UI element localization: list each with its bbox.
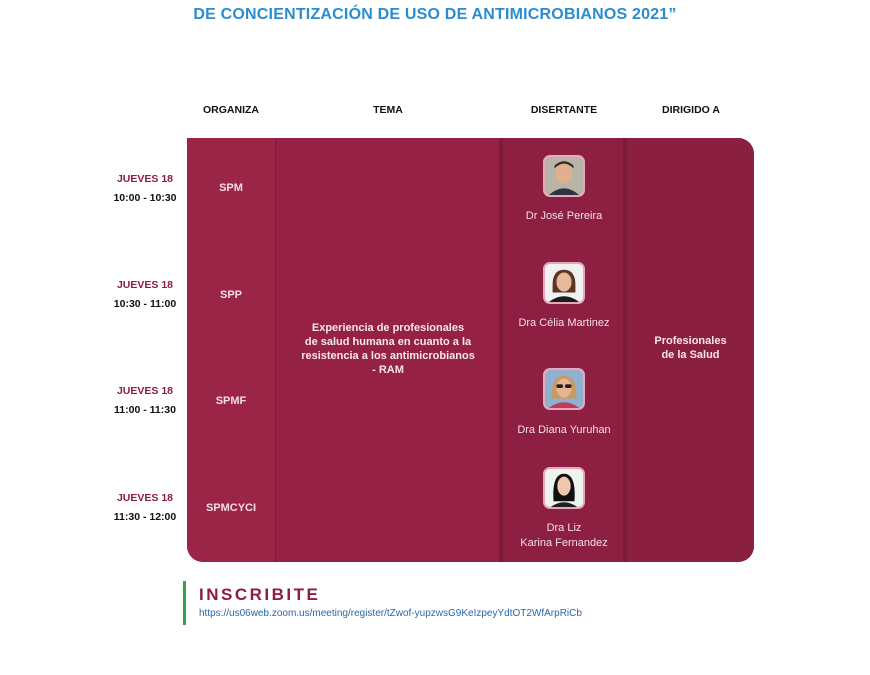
tema-line: resistencia a los antimicrobianos xyxy=(301,350,475,362)
column-organiza xyxy=(187,138,275,562)
org-label: SPM xyxy=(219,182,243,194)
header-dirigido: DIRIGIDO A xyxy=(662,104,720,116)
dirigido-line: Profesionales xyxy=(654,335,727,347)
org-label: SPMCYCI xyxy=(205,502,257,514)
header-tema: TEMA xyxy=(373,104,403,116)
session-day: JUEVES 18 xyxy=(116,385,174,397)
accent-bar xyxy=(183,581,186,625)
dirigido-line: de la Salud xyxy=(661,349,720,361)
speaker-name-line: Dra Liz xyxy=(546,522,582,534)
speaker-name-line: Karina Fernandez xyxy=(520,537,608,549)
speaker-name xyxy=(503,521,625,551)
session-time-2 xyxy=(100,276,190,314)
speaker-name: Dr José Pereira xyxy=(525,210,603,222)
speaker-name: Dra Célia Martinez xyxy=(518,317,610,329)
session-day: JUEVES 18 xyxy=(116,492,174,504)
header-disertante: DISERTANTE xyxy=(530,104,598,116)
schedule-table xyxy=(187,138,754,562)
register-heading: INSCRIBITE xyxy=(199,585,321,604)
session-time: 11:00 - 11:30 xyxy=(114,404,176,416)
speaker-photo-man xyxy=(543,155,585,197)
session-day: JUEVES 18 xyxy=(116,173,174,185)
register-link[interactable]: https://us06web.zoom.us/meeting/register/tZwof-yupzwsG9KeIzpeyYdtOT2WfArpRiCb xyxy=(199,608,582,619)
page-title: DE CONCIENTIZACIÓN DE USO DE ANTIMICROBIANOS 2021” xyxy=(193,6,677,23)
speaker-photo-woman xyxy=(543,467,585,509)
session-time-3 xyxy=(100,382,190,420)
session-time: 10:30 - 11:00 xyxy=(113,298,177,310)
session-time-4 xyxy=(100,489,190,527)
tema-line: de salud humana en cuanto a la xyxy=(304,336,472,348)
org-label: SPP xyxy=(219,289,242,301)
tema-line: Experiencia de profesionales xyxy=(311,322,465,334)
session-day: JUEVES 18 xyxy=(116,279,174,291)
dirigido-text xyxy=(633,334,748,362)
org-label: SPMF xyxy=(215,395,247,407)
speaker-name: Dra Diana Yuruhan xyxy=(517,424,611,436)
tema-line: - RAM xyxy=(372,364,404,376)
header-organiza: ORGANIZA xyxy=(203,104,259,116)
speaker-photo-woman-sunglasses xyxy=(543,368,585,410)
session-time: 10:00 - 10:30 xyxy=(113,192,177,204)
session-time-1 xyxy=(100,170,190,208)
tema-text xyxy=(283,321,493,377)
speaker-photo-woman xyxy=(543,262,585,304)
session-time: 11:30 - 12:00 xyxy=(113,511,177,523)
